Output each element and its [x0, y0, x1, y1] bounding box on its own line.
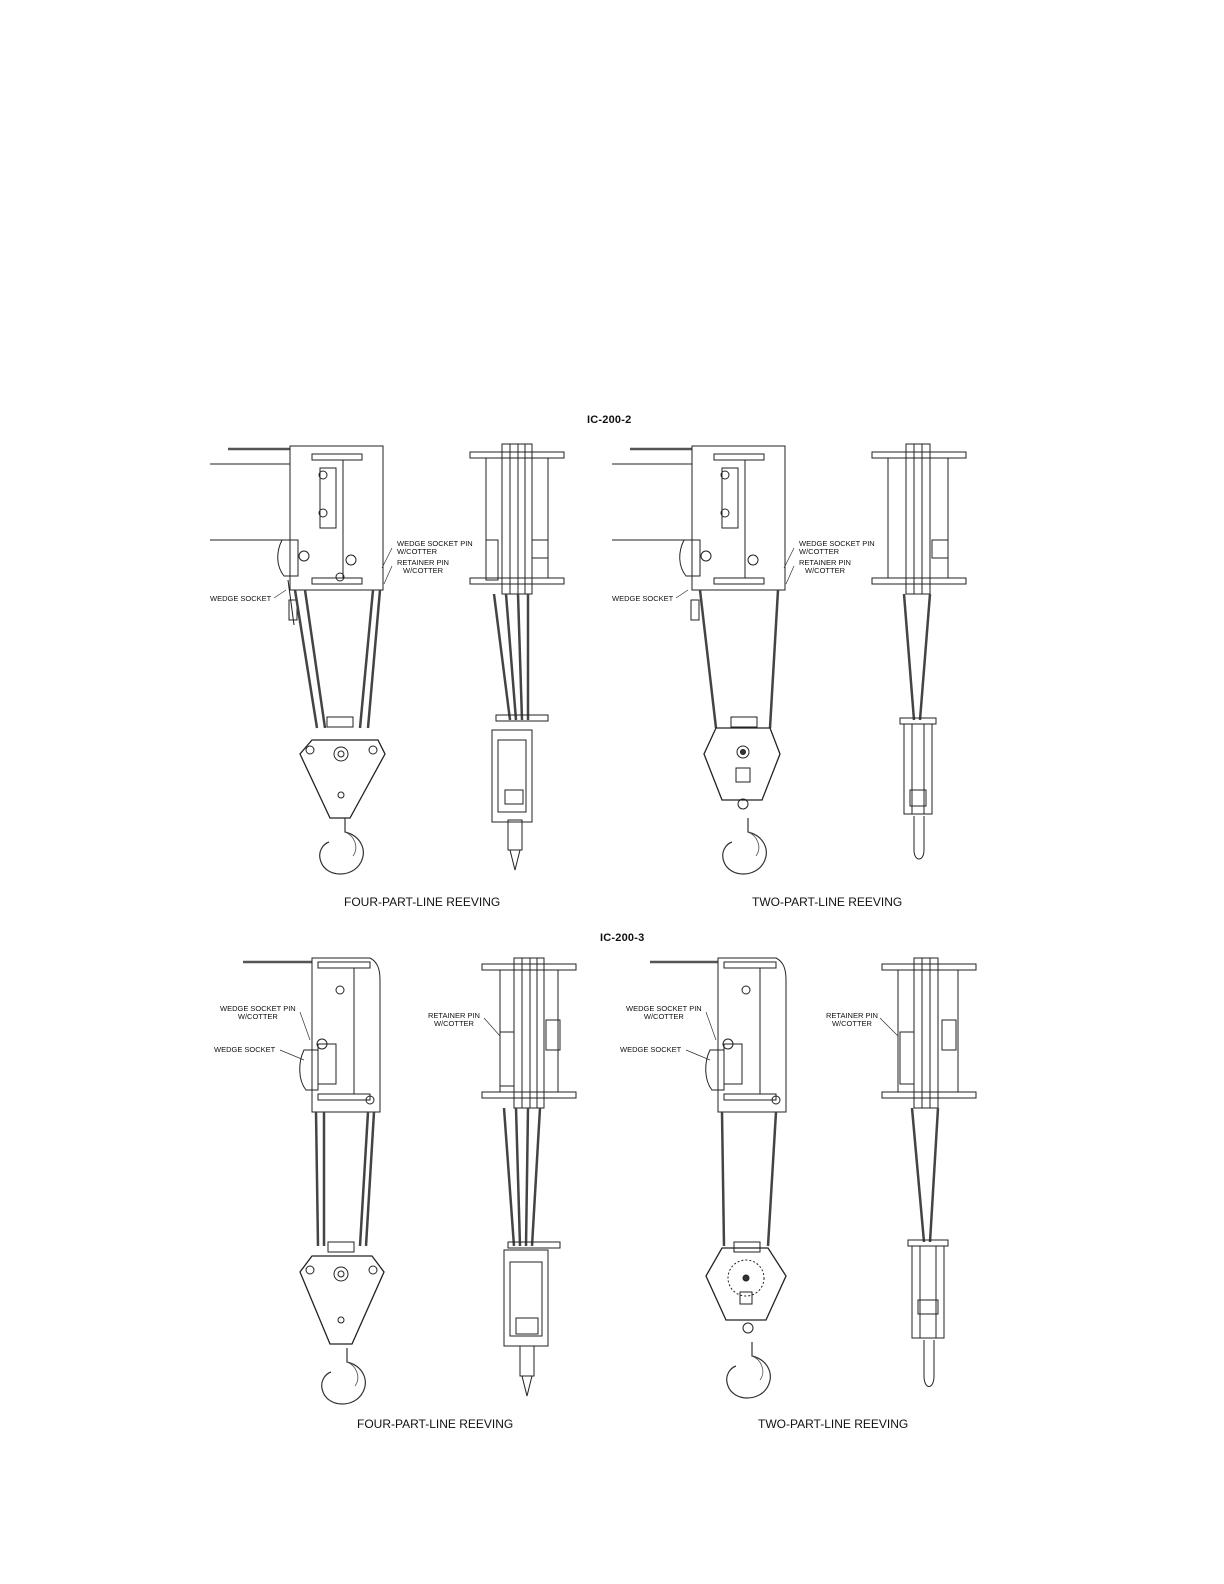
caption-four-part-line-reeving: FOUR-PART-LINE REEVING: [357, 1417, 514, 1431]
callout-retainer-pin: RETAINER PIN W/COTTER: [428, 1011, 480, 1028]
callout-wedge-socket: WEDGE SOCKET: [620, 1045, 682, 1054]
ic200-3-four-part-side-view: [243, 958, 384, 1404]
caption-two-part-line-reeving: TWO-PART-LINE REEVING: [752, 895, 903, 909]
callout-wedge-socket: WEDGE SOCKET: [612, 594, 674, 603]
callout-retainer-pin: RETAINER PIN W/COTTER: [826, 1011, 878, 1028]
section-title-ic-200-2: IC-200-2: [587, 414, 632, 426]
ic200-2-four-part-side-view: [210, 446, 385, 874]
ic200-2-four-part-front-view: [470, 444, 564, 870]
section-title-ic-200-3: IC-200-3: [600, 932, 645, 944]
ic200-3-two-part-side-view: [650, 958, 786, 1398]
caption-four-part-line-reeving: FOUR-PART-LINE REEVING: [344, 895, 501, 909]
ic200-2-two-part-front-view: [872, 444, 966, 859]
callout-wedge-socket-pin: WEDGE SOCKET PIN W/COTTER: [397, 539, 473, 556]
callout-wedge-socket: WEDGE SOCKET: [210, 594, 272, 603]
ic200-3-two-part-front-view: [882, 958, 976, 1387]
callout-retainer-pin: RETAINER PIN W/COTTER: [397, 558, 449, 575]
ic200-3-four-part-front-view: [482, 958, 576, 1396]
ic200-2-two-part-side-view: [612, 446, 785, 874]
callout-wedge-socket-pin: WEDGE SOCKET PIN W/COTTER: [626, 1004, 702, 1021]
callout-wedge-socket-pin: WEDGE SOCKET PIN W/COTTER: [220, 1004, 296, 1021]
callout-leader-lines: [274, 548, 898, 1060]
callout-retainer-pin: RETAINER PIN W/COTTER: [799, 558, 851, 575]
caption-two-part-line-reeving: TWO-PART-LINE REEVING: [758, 1417, 909, 1431]
callout-wedge-socket: WEDGE SOCKET: [214, 1045, 276, 1054]
callout-wedge-socket-pin: WEDGE SOCKET PIN W/COTTER: [799, 539, 875, 556]
